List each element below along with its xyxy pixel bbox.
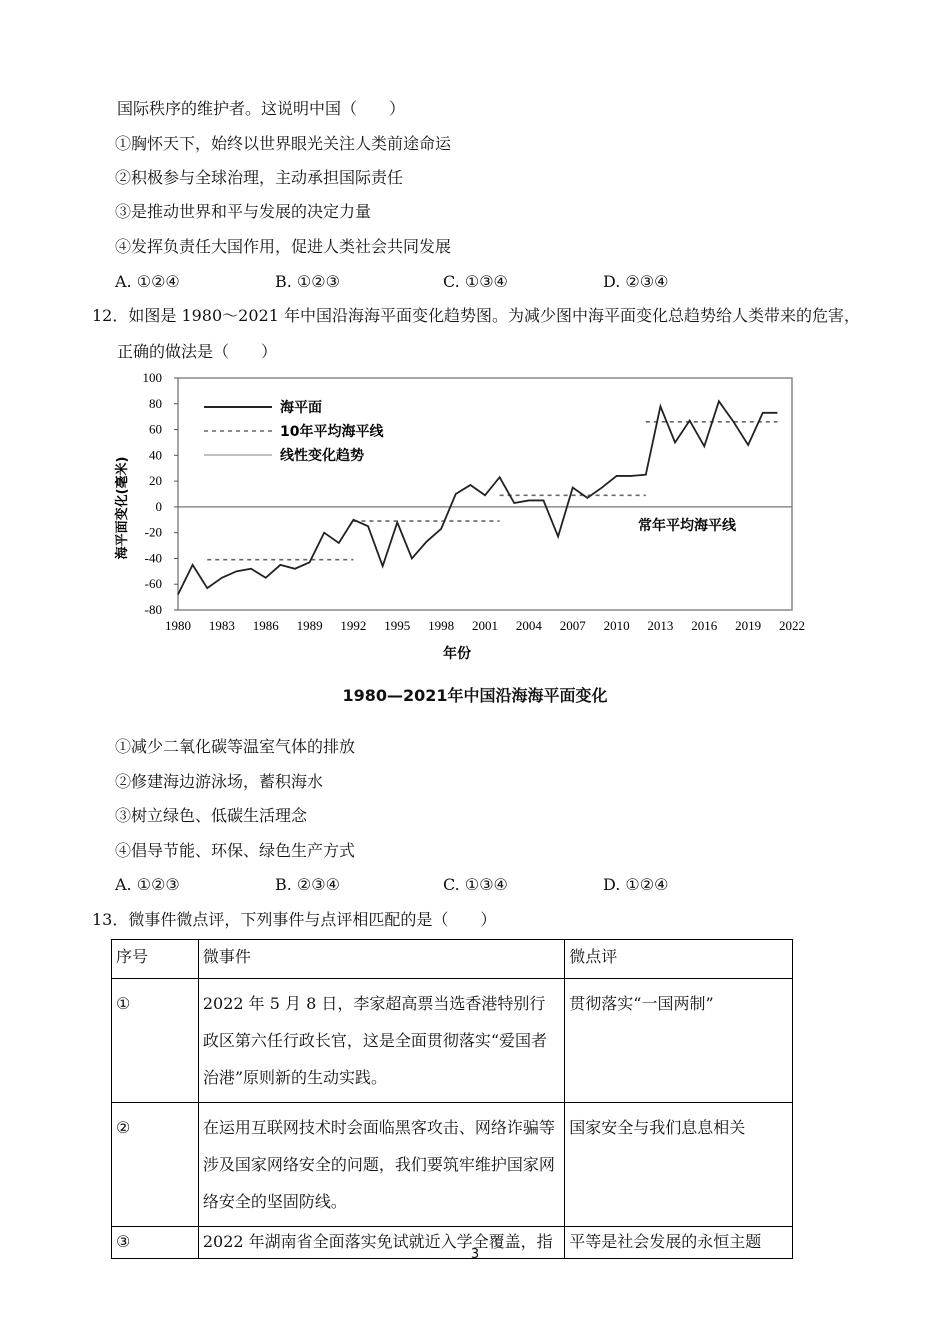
ten-year-average-lines	[207, 422, 777, 560]
x-tick-label: 1998	[428, 618, 455, 633]
x-tick-label: 2004	[515, 618, 542, 633]
x-tick-label: 1986	[252, 618, 279, 633]
row-no: ③	[112, 1227, 199, 1259]
q12-item-1: ①减少二氧化碳等温室气体的排放	[115, 737, 356, 756]
y-tick-label: 80	[149, 395, 162, 411]
x-tick-label: 1989	[296, 618, 323, 633]
y-tick-labels	[143, 370, 179, 617]
row-no: ①	[112, 979, 199, 1103]
x-tick-label: 2007	[559, 618, 586, 633]
q11-item-3: ③是推动世界和平与发展的决定力量	[115, 202, 372, 221]
legend-label: 10年平均海平线	[280, 424, 384, 440]
table-header-row	[112, 940, 793, 979]
x-tick-label: 1992	[340, 618, 367, 633]
q12-option-b[interactable]: B. ②③④	[275, 875, 340, 894]
x-tick-label: 2016	[691, 618, 718, 633]
y-tick-label: -80	[144, 602, 162, 617]
row-comment: 国家安全与我们息息相关	[565, 1103, 793, 1227]
q12-stem-line1: 12．如图是 1980～2021 年中国沿海海平面变化趋势图。为减少图中海平面变化总趋势给人类带来的危害，	[92, 306, 860, 325]
q12-option-c[interactable]: C. ①③④	[443, 875, 508, 894]
row-comment: 平等是社会发展的永恒主题	[565, 1227, 793, 1259]
x-tick-label: 1995	[384, 618, 411, 633]
q12-option-d[interactable]: D. ①②④	[603, 875, 669, 894]
legend-label: 海平面	[280, 400, 322, 416]
y-axis-label: 海平面变化(毫米)	[115, 456, 130, 560]
event-table	[111, 939, 793, 1259]
sea-level-series	[178, 401, 777, 594]
y-tick-label: 60	[149, 421, 162, 437]
row-event: 2022 年湖南省全面落实免试就近入学全覆盖，指	[198, 1227, 564, 1259]
q11-item-1: ①胸怀天下，始终以世界眼光关注人类前途命运	[115, 134, 452, 153]
x-tick-label: 2010	[603, 618, 630, 633]
sea-level-line	[178, 401, 777, 594]
header-no: 序号	[112, 940, 199, 979]
legend-label: 线性变化趋势	[280, 448, 364, 464]
page-number: 3	[470, 1247, 480, 1262]
row-no: ②	[112, 1103, 199, 1227]
q12-stem-line2: 正确的做法是（ ）	[117, 342, 278, 361]
table-row	[112, 979, 793, 1103]
chart-title: 1980—2021年中国沿海海平面变化	[342, 686, 608, 705]
y-tick-label: 40	[149, 447, 162, 463]
chart-legend	[204, 399, 384, 464]
baseline-label: 常年平均海平线	[638, 518, 736, 534]
q12-item-4: ④倡导节能、环保、绿色生产方式	[115, 841, 356, 860]
table-row	[112, 1103, 793, 1227]
sea-level-chart	[112, 370, 812, 670]
y-tick-label: 100	[142, 370, 162, 385]
y-tick-label: -20	[144, 524, 162, 540]
q11-item-2: ②积极参与全球治理，主动承担国际责任	[115, 168, 404, 187]
q12-item-3: ③树立绿色、低碳生活理念	[115, 806, 308, 825]
y-tick-label: -40	[144, 550, 162, 566]
q11-option-a[interactable]: A. ①②④	[115, 272, 180, 291]
x-axis-label: 年份	[443, 646, 471, 662]
row-event: 2022 年 5 月 8 日，李家超高票当选香港特别行政区第六任行政长官，这是全面贯彻落实“爱国者治港”原则新的生动实践。	[198, 979, 564, 1103]
q11-option-c[interactable]: C. ①③④	[443, 272, 508, 291]
x-tick-label: 2001	[472, 618, 498, 633]
q12-item-2: ②修建海边游泳场，蓄积海水	[115, 772, 324, 791]
y-tick-label: 20	[149, 473, 162, 489]
y-tick-label: -60	[144, 576, 162, 592]
x-tick-labels	[165, 618, 805, 633]
q11-stem-tail: 国际秩序的维护者。这说明中国（ ）	[117, 99, 406, 118]
x-tick-label: 2019	[735, 618, 762, 633]
q11-option-b[interactable]: B. ①②③	[275, 272, 340, 291]
q13-stem: 13．微事件微点评，下列事件与点评相匹配的是（ ）	[92, 910, 497, 929]
x-tick-label: 2013	[647, 618, 674, 633]
q11-item-4: ④发挥负责任大国作用，促进人类社会共同发展	[115, 237, 452, 256]
q12-option-a[interactable]: A. ①②③	[115, 875, 180, 894]
header-event: 微事件	[198, 940, 564, 979]
x-tick-label: 1983	[208, 618, 235, 633]
y-tick-label: 0	[155, 498, 162, 514]
x-tick-label: 2022	[779, 618, 805, 633]
row-comment: 贯彻落实“一国两制”	[565, 979, 793, 1103]
q11-option-d[interactable]: D. ②③④	[603, 272, 669, 291]
row-event: 在运用互联网技术时会面临黑客攻击、网络诈骗等涉及国家网络安全的问题，我们要筑牢维护国家网络安全的坚固防线。	[198, 1103, 564, 1227]
x-tick-label: 1980	[165, 618, 191, 633]
header-comment: 微点评	[565, 940, 793, 979]
